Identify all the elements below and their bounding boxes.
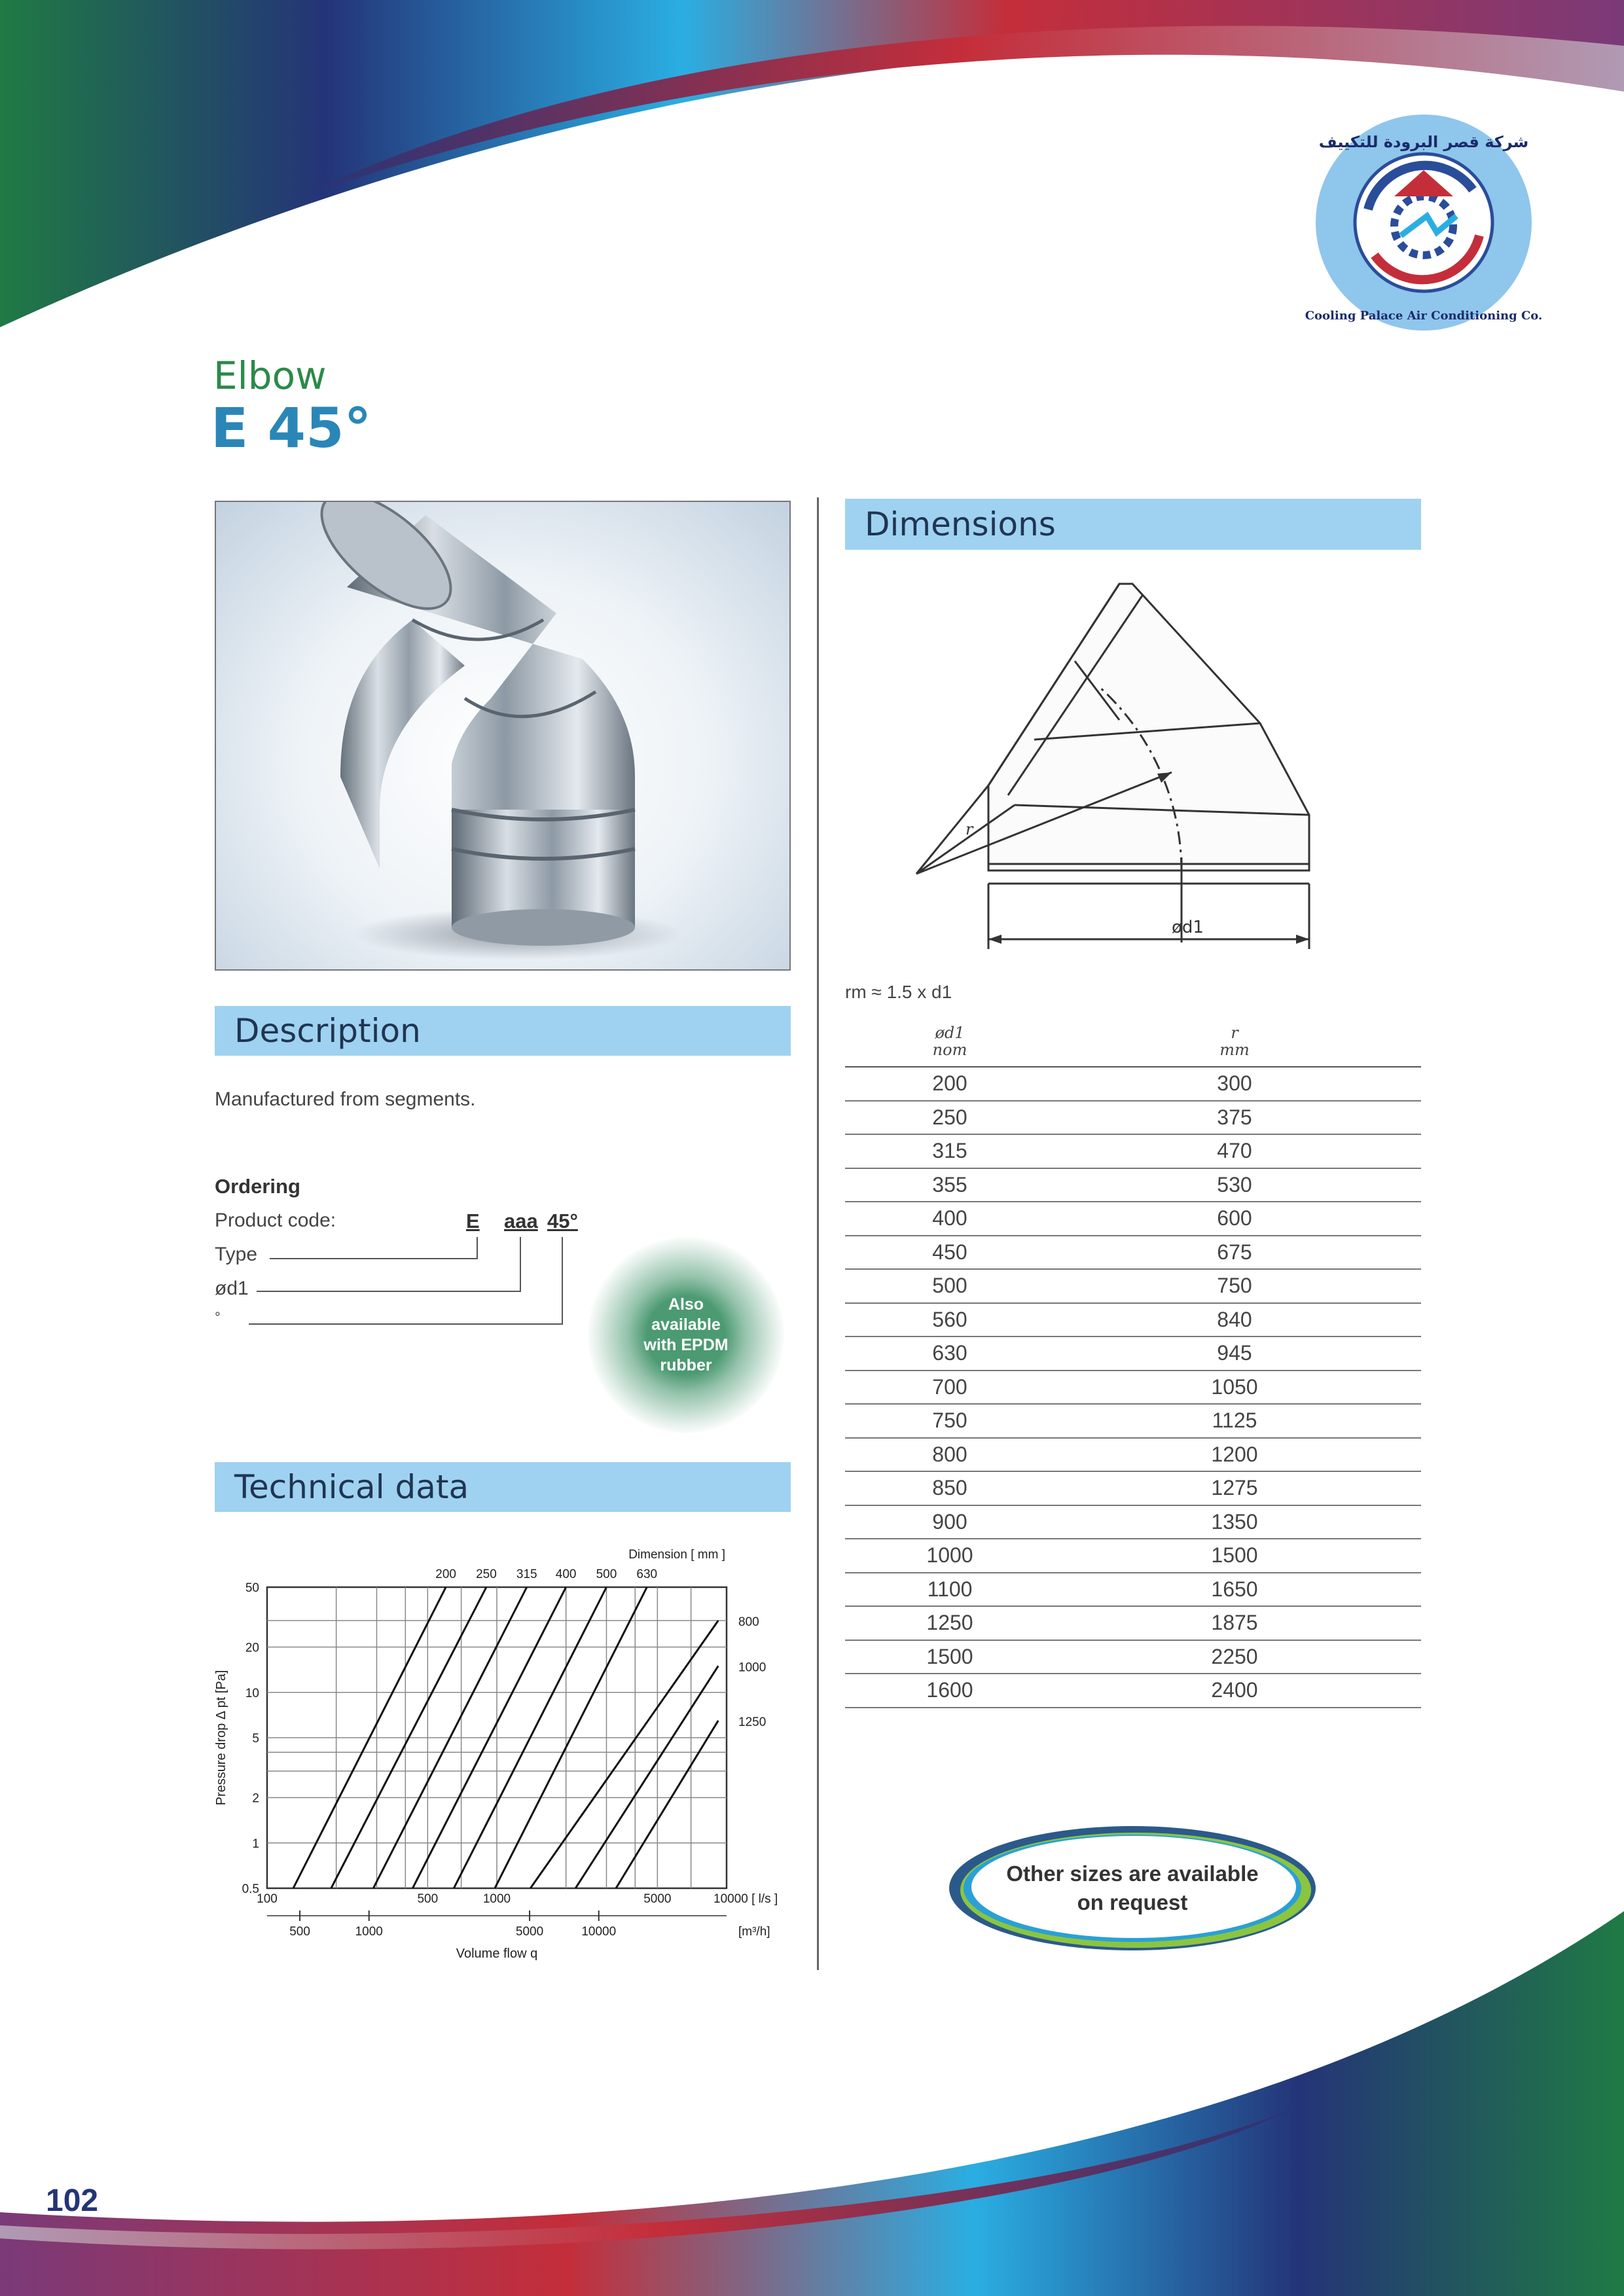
y-tick-label: 10 — [245, 1686, 259, 1700]
drawing-label-d1: ød1 — [1172, 918, 1204, 937]
product-photo — [215, 501, 791, 971]
table-row — [845, 1202, 1421, 1236]
table-row — [845, 1606, 1421, 1640]
description-text: Manufactured from segments. — [215, 1088, 476, 1110]
table-row — [845, 1168, 1421, 1202]
y-tick-label: 1 — [252, 1837, 259, 1851]
pressure-drop-chart — [209, 1535, 799, 1967]
cell-diameter: 700 — [845, 1371, 1107, 1405]
elbow-photo-illustration — [216, 502, 791, 971]
table-row — [845, 1674, 1421, 1708]
ordering-row-diameter: ød1 — [215, 1278, 249, 1299]
ordering-leader-line — [562, 1237, 563, 1325]
y-tick-label: 2 — [252, 1791, 259, 1806]
cell-diameter: 200 — [845, 1067, 1107, 1101]
table-row — [845, 1573, 1421, 1607]
x-tick-label: 5000 — [643, 1892, 672, 1906]
description-heading: Description — [215, 1006, 791, 1056]
x2-tick-label: 5000 — [515, 1925, 544, 1939]
ordering-leader-line — [477, 1237, 478, 1259]
cell-diameter: 1500 — [845, 1640, 1107, 1674]
cell-diameter: 400 — [845, 1202, 1107, 1236]
cell-radius: 2250 — [1107, 1640, 1421, 1674]
series-label: 630 — [636, 1568, 658, 1581]
cell-diameter: 630 — [845, 1336, 1107, 1371]
cell-radius: 2400 — [1107, 1674, 1421, 1708]
badge-line: with EPDM — [643, 1336, 729, 1354]
cell-diameter: 560 — [845, 1303, 1107, 1337]
cell-radius: 375 — [1107, 1101, 1421, 1135]
series-label: 500 — [596, 1568, 617, 1581]
cell-diameter: 450 — [845, 1236, 1107, 1270]
table-row — [845, 1303, 1421, 1337]
series-label: 400 — [555, 1568, 577, 1581]
dimensions-heading: Dimensions — [845, 499, 1421, 550]
column-header-r: r mm — [1107, 1016, 1421, 1067]
series-label-title: Dimension [ mm ] — [628, 1548, 725, 1562]
drawing-label-r: r — [965, 820, 973, 838]
cell-diameter: 250 — [845, 1101, 1107, 1135]
cell-diameter: 1600 — [845, 1674, 1107, 1708]
code-part-type: E — [466, 1210, 480, 1232]
cell-diameter: 355 — [845, 1168, 1107, 1202]
cell-radius: 1350 — [1107, 1505, 1421, 1539]
x-axis-label: Volume flow q — [456, 1946, 538, 1961]
cell-diameter: 500 — [845, 1269, 1107, 1303]
page-number: 102 — [46, 2183, 99, 2218]
table-row — [845, 1471, 1421, 1505]
cell-radius: 1500 — [1107, 1539, 1421, 1573]
x2-tick-label: 500 — [289, 1925, 310, 1939]
series-label: 315 — [516, 1568, 537, 1581]
product-family-title: Elbow — [213, 353, 327, 398]
bottom-wave-decoration — [0, 1911, 1624, 2296]
code-part-angle: 45° — [547, 1210, 578, 1232]
table-header-row — [845, 1016, 1421, 1067]
ordering-leader-line — [520, 1237, 521, 1292]
cell-diameter: 800 — [845, 1438, 1107, 1472]
y-tick-label: 0.5 — [242, 1882, 259, 1896]
table-row — [845, 1101, 1421, 1135]
badge-line: rubber — [660, 1356, 712, 1374]
table-row — [845, 1640, 1421, 1674]
series-label: 200 — [435, 1568, 456, 1581]
cell-diameter: 315 — [845, 1134, 1107, 1168]
column-divider — [817, 497, 819, 1970]
table-row — [845, 1404, 1421, 1438]
x2-tick-label: 1000 — [355, 1925, 383, 1939]
y-tick-label: 5 — [252, 1732, 259, 1746]
cell-diameter: 750 — [845, 1404, 1107, 1438]
badge-line: Also — [668, 1295, 704, 1314]
ordering-leader-line — [249, 1323, 563, 1325]
note-line: Other sizes are available — [1006, 1861, 1259, 1886]
y-tick-label: 50 — [245, 1581, 259, 1595]
cell-radius: 1125 — [1107, 1404, 1421, 1438]
code-part-diameter: aaa — [504, 1210, 538, 1232]
ordering-row-type: Type — [215, 1244, 258, 1265]
ordering-leader-line — [257, 1291, 521, 1292]
radius-formula: rm ≈ 1.5 x d1 — [845, 982, 952, 1002]
cell-radius: 470 — [1107, 1134, 1421, 1168]
cell-radius: 945 — [1107, 1336, 1421, 1371]
cell-radius: 675 — [1107, 1236, 1421, 1270]
ordering-leader-line — [270, 1258, 478, 1259]
cell-radius: 1050 — [1107, 1371, 1421, 1405]
cell-diameter: 1100 — [845, 1573, 1107, 1607]
product-code-title: E 45° — [211, 396, 372, 460]
y-tick-label: 20 — [245, 1641, 259, 1655]
product-code-label: Product code: — [215, 1210, 336, 1231]
note-line: on request — [1077, 1890, 1188, 1914]
epdm-badge — [588, 1237, 784, 1433]
logo-english-text: Cooling Palace Air Conditioning Co. — [1305, 309, 1543, 323]
table-row — [845, 1067, 1421, 1101]
cell-radius: 1275 — [1107, 1471, 1421, 1505]
x-tick-label: 100 — [257, 1892, 278, 1906]
badge-line: available — [651, 1316, 721, 1334]
other-sizes-note — [943, 1820, 1322, 1957]
x2-unit-label: [m³/h] — [738, 1925, 770, 1939]
table-row — [845, 1269, 1421, 1303]
table-row — [845, 1134, 1421, 1168]
x-tick-label: 500 — [417, 1892, 439, 1906]
company-logo — [1296, 111, 1551, 334]
table-row — [845, 1371, 1421, 1405]
series-label: 800 — [738, 1615, 759, 1630]
cell-radius: 840 — [1107, 1303, 1421, 1337]
cell-radius: 1200 — [1107, 1438, 1421, 1472]
ordering-row-angle: ° — [215, 1309, 221, 1325]
series-label: 250 — [476, 1568, 497, 1581]
cell-radius: 600 — [1107, 1202, 1421, 1236]
cell-diameter: 1000 — [845, 1539, 1107, 1573]
x-tick-label: 10000 [ l/s ] — [713, 1892, 778, 1906]
table-row — [845, 1236, 1421, 1270]
table-row — [845, 1336, 1421, 1371]
cell-radius: 1650 — [1107, 1573, 1421, 1607]
x-tick-label: 1000 — [482, 1892, 511, 1906]
column-header-d1: ød1 nom — [845, 1016, 1107, 1067]
logo-arabic-text: شركة قصر البرودة للتكييف — [1318, 133, 1529, 151]
ordering-heading: Ordering — [215, 1175, 300, 1198]
cell-radius: 530 — [1107, 1168, 1421, 1202]
cell-diameter: 1250 — [845, 1606, 1107, 1640]
cell-diameter: 850 — [845, 1471, 1107, 1505]
table-row — [845, 1505, 1421, 1539]
series-label: 1000 — [738, 1660, 767, 1675]
cell-radius: 300 — [1107, 1067, 1421, 1101]
y-axis-label: Pressure drop Δ pt [Pa] — [214, 1670, 228, 1806]
x2-tick-label: 10000 — [581, 1925, 617, 1939]
cell-radius: 750 — [1107, 1269, 1421, 1303]
technical-data-heading: Technical data — [215, 1462, 791, 1512]
series-label: 1250 — [738, 1715, 767, 1729]
cell-radius: 1875 — [1107, 1606, 1421, 1640]
table-row — [845, 1438, 1421, 1472]
dimensions-table — [845, 1016, 1421, 1708]
dimension-drawing — [903, 576, 1362, 956]
cell-diameter: 900 — [845, 1505, 1107, 1539]
table-row — [845, 1539, 1421, 1573]
